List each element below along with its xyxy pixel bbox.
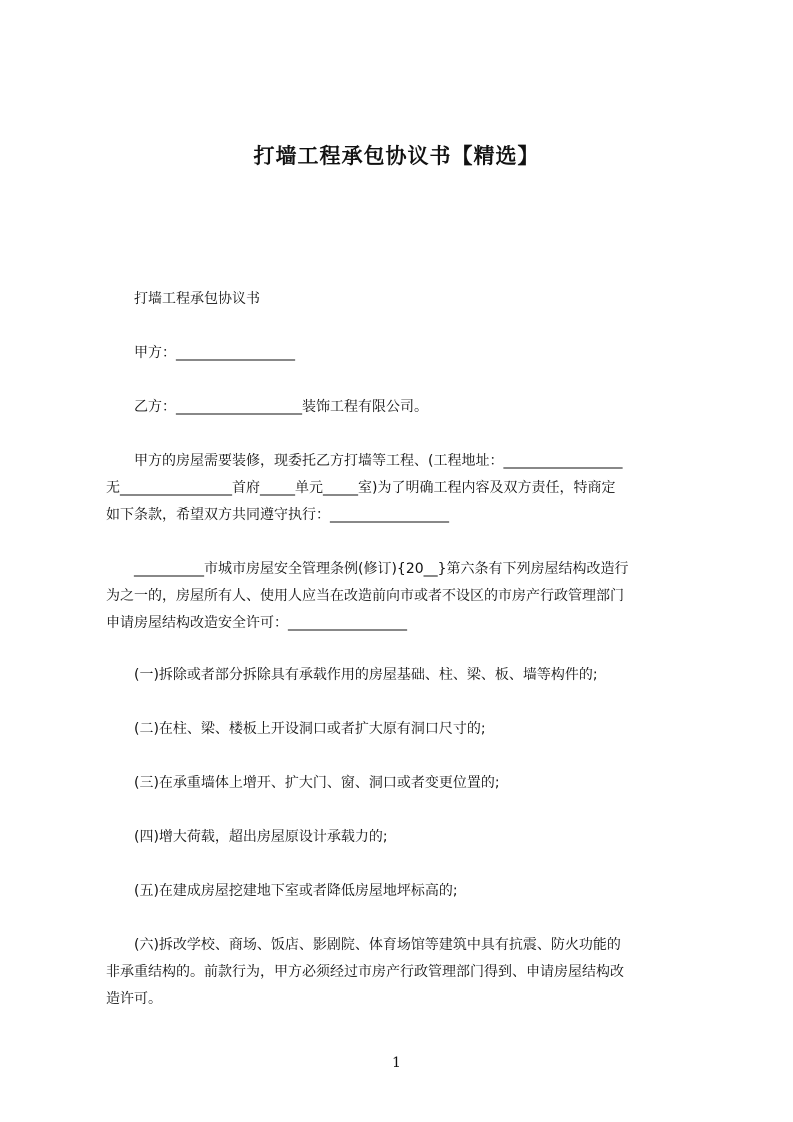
text-line: (四)增大荷载，超出房屋原设计承载力的; xyxy=(106,829,388,845)
text-line: 乙方：__________________装饰工程有限公司。 xyxy=(106,399,428,415)
text-line: 造许可。 xyxy=(106,991,162,1007)
paragraph-heading xyxy=(106,286,700,313)
list-item-5 xyxy=(106,878,700,905)
list-item-1 xyxy=(106,662,700,689)
text-line: (一)拆除或者部分拆除具有承载作用的房屋基础、柱、梁、板、墙等构件的; xyxy=(106,667,598,683)
list-item-6 xyxy=(106,932,700,1013)
list-item-4 xyxy=(106,824,700,851)
text-line: 甲方的房屋需要装修，现委托乙方打墙等工程、(工程地址：_________________ xyxy=(106,453,623,469)
text-line: 甲方：_________________ xyxy=(106,345,295,361)
text-line: __________市城市房屋安全管理条例(修订){20__}第六条有下列房屋结构改造行 xyxy=(106,561,629,577)
page-number: 1 xyxy=(392,1055,401,1071)
text-line: (二)在柱、梁、楼板上开设洞口或者扩大原有洞口尺寸的; xyxy=(106,721,486,737)
list-item-3 xyxy=(106,770,700,797)
text-line: (六)拆改学校、商场、饭店、影剧院、体育场馆等建筑中具有抗震、防火功能的 xyxy=(106,937,621,953)
text-line: 非承重结构的。前款行为，甲方必须经过市房产行政管理部门得到、申请房屋结构改 xyxy=(106,964,624,980)
text-line: (三)在承重墙体上增开、扩大门、窗、洞口或者变更位置的; xyxy=(106,775,500,791)
list-item-2 xyxy=(106,716,700,743)
text-line: 打墙工程承包协议书 xyxy=(106,291,260,307)
text-line: (五)在建成房屋挖建地下室或者降低房屋地坪标高的; xyxy=(106,883,458,899)
paragraph-regulation xyxy=(106,556,700,637)
text-line: 申请房屋结构改造安全许可：_________________ xyxy=(106,615,407,631)
paragraph-entrustment xyxy=(106,448,700,529)
text-line: 无________________首府_____单元_____室)为了明确工程内容及双方责任，特商定 xyxy=(106,480,616,496)
text-line: 如下条款，希望双方共同遵守执行：_________________ xyxy=(106,507,449,523)
paragraph-party-a xyxy=(106,340,700,367)
text-line: 为之一的，房屋所有人、使用人应当在改造前向市或者不设区的市房产行政管理部门 xyxy=(106,588,624,604)
document-title: 打墙工程承包协议书【精选】 xyxy=(253,144,540,168)
paragraph-party-b xyxy=(106,394,700,421)
